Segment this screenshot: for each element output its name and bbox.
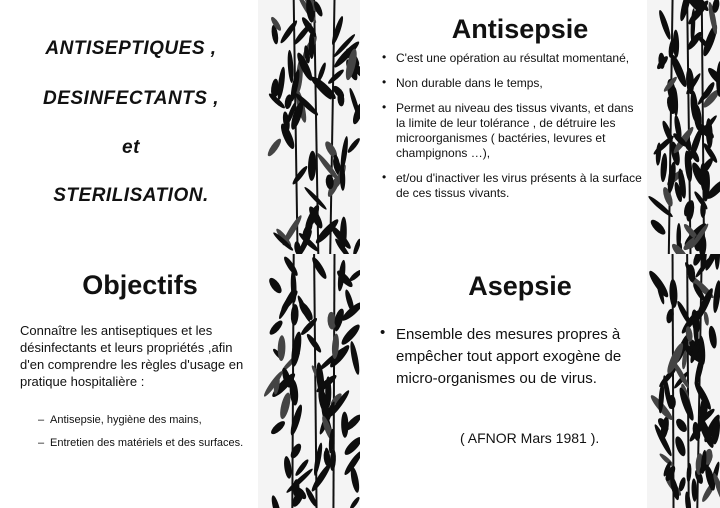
bamboo-decoration [258,0,360,254]
slide-antisepsie [360,0,720,254]
bamboo-leaves-graphic [258,0,360,254]
objectifs-heading: Objectifs [82,270,198,300]
bamboo-decoration [647,254,720,508]
bamboo-leaves-graphic [647,254,720,508]
dash-item: – Antisepsie, hygiène des mains, [38,414,202,426]
bamboo-decoration [258,254,360,508]
title-line-et: et [122,137,140,158]
bamboo-leaves-graphic [647,0,720,254]
bamboo-decoration [647,0,720,254]
bullet-icon: • [380,324,386,341]
dash-icon: – [38,414,45,426]
dash-item: – Entretien des matériels et des surfaces. [38,437,244,449]
bullet-item: • et/ou d'inactiver les virus présents à la surface de ces tissus vivants. [382,170,642,200]
objectifs-dash-list [38,414,278,460]
bullet-icon: • [382,50,387,64]
objectifs-intro: Connaître les antiseptiques et les désinfectants et leurs propriétés ,afin d'en comprendre les règles d'usage en pratique hospitalière : [20,323,244,389]
slide-title [0,0,360,254]
afnor-source: ( AFNOR Mars 1981 ). [460,430,600,446]
antisepsie-heading: Antisepsie [451,14,589,44]
bamboo-leaves-graphic [258,254,360,508]
title-line-sterilisation: STERILISATION. [53,185,209,206]
bullet-icon: • [382,100,387,114]
bullet-icon: • [382,75,387,89]
title-line-desinfectants: DESINFECTANTS , [42,88,220,109]
asepsie-definition: Ensemble des mesures propres à empêcher tout apport exogène de micro-organismes ou de virus. [396,326,622,387]
bullet-item: • Non durable dans le temps, [382,75,543,90]
slide-asepsie [360,254,720,508]
bullet-icon: • [382,170,387,184]
antisepsie-bullet-list [380,51,645,211]
bullet-item: • Permet au niveau des tissus vivants, et dans la limite de leur tolérance , de détruire les microorganismes ( bactéries, levures et champignons …), [382,100,634,160]
bullet-item: • C'est une opération au résultat momentané, [382,50,630,65]
title-line-antiseptiques: ANTISEPTIQUES , [45,38,217,59]
asepsie-heading: Asepsie [468,271,572,301]
dash-icon: – [38,437,45,449]
slide-objectifs [0,254,360,508]
